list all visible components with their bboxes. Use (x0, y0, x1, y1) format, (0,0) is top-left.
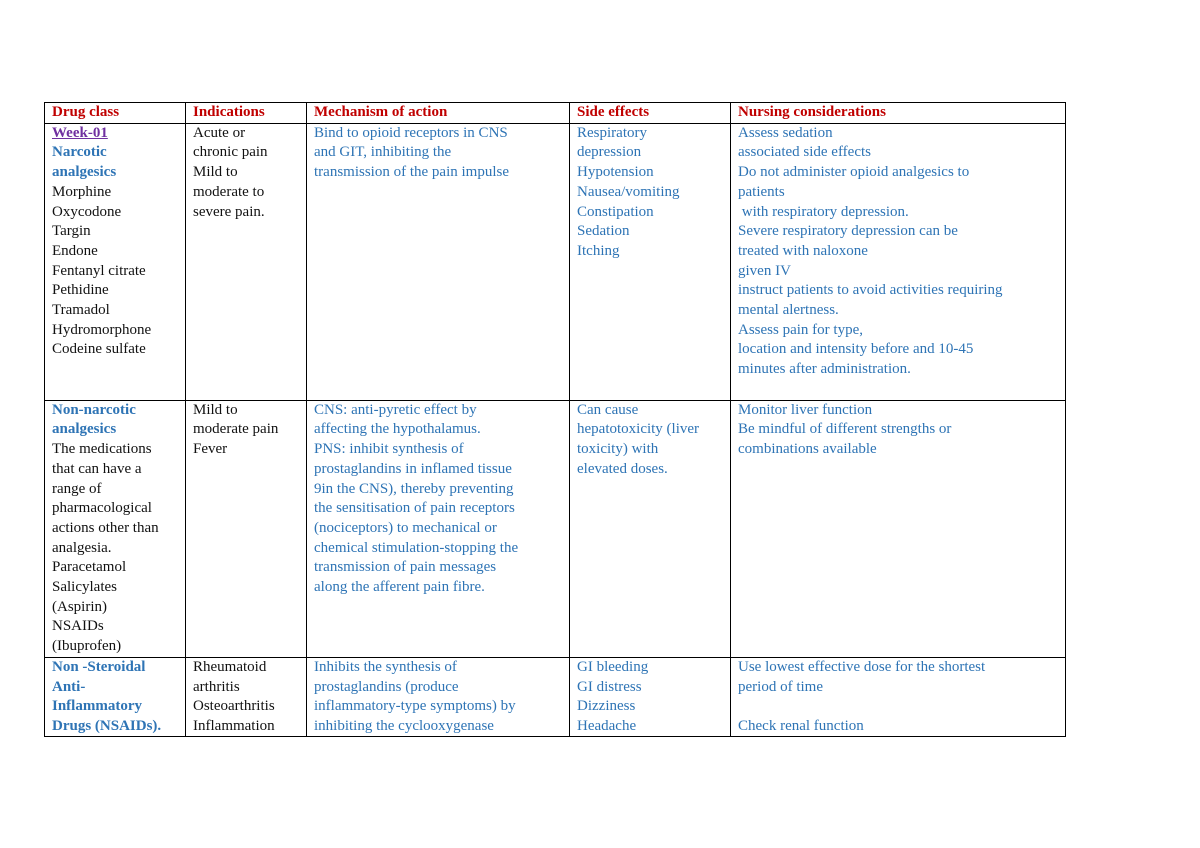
class-detail: The medications (52, 441, 152, 458)
drug-name: Tramadol (52, 302, 110, 319)
header-indications: Indications (186, 103, 307, 124)
class-detail: (Ibuprofen) (52, 638, 122, 655)
indication-line: Rheumatoid (193, 658, 267, 675)
table-row-non-narcotic (45, 400, 1066, 657)
side-effect-line: Constipation (577, 203, 654, 220)
header-drug-class: Drug class (45, 103, 186, 124)
nursing-line: with respiratory depression. (738, 203, 909, 220)
drug-name: Morphine (52, 183, 112, 200)
class-name: Inflammatory (52, 698, 142, 715)
nursing-line: instruct patients to avoid activities requiring (738, 282, 1003, 299)
side-effect-line: Can cause (577, 401, 639, 418)
side-effect-line: toxicity) with (577, 441, 659, 458)
drug-name: Fentanyl citrate (52, 262, 146, 279)
header-nursing: Nursing considerations (731, 103, 1066, 124)
mechanism-line: the sensitisation of pain receptors (314, 500, 515, 517)
cell-drug-class (45, 400, 186, 657)
mechanism-line: 9in the CNS), thereby preventing (314, 480, 514, 497)
nursing-line: minutes after administration. (738, 361, 911, 378)
indication-line: moderate to (193, 183, 265, 200)
cell-mechanism (307, 123, 570, 400)
cell-nursing (731, 657, 1066, 736)
cell-mechanism (307, 400, 570, 657)
class-detail: Salicylates (52, 579, 117, 596)
table-row-narcotic (45, 123, 1066, 400)
side-effect-line: Hypotension (577, 164, 654, 181)
side-effect-line: elevated doses. (577, 460, 668, 477)
mechanism-line: transmission of pain messages (314, 559, 497, 576)
drug-table (44, 102, 1066, 737)
cell-side-effects (570, 123, 731, 400)
class-name: analgesics (52, 421, 117, 438)
nursing-line: Monitor liver function (738, 401, 873, 418)
class-detail: NSAIDs (52, 618, 104, 635)
week-link[interactable]: Week-01 (52, 124, 108, 141)
nursing-line: treated with naloxone (738, 242, 868, 259)
side-effect-line: Itching (577, 242, 620, 259)
side-effect-line: Sedation (577, 223, 630, 240)
indication-line: chronic pain (193, 144, 268, 161)
class-detail: actions other than (52, 519, 159, 536)
class-detail: pharmacological (52, 500, 152, 517)
class-detail: (Aspirin) (52, 598, 107, 615)
mechanism-line: PNS: inhibit synthesis of (314, 441, 464, 458)
nursing-line: period of time (738, 678, 823, 695)
class-name: Non -Steroidal (52, 658, 146, 675)
cell-indications (186, 657, 307, 736)
mechanism-line: CNS: anti-pyretic effect by (314, 401, 477, 418)
mechanism-line: chemical stimulation-stopping the (314, 539, 519, 556)
nursing-line: Severe respiratory depression can be (738, 223, 958, 240)
side-effect-line: Nausea/vomiting (577, 183, 680, 200)
header-row (45, 103, 1066, 124)
mechanism-line: transmission of the pain impulse (314, 164, 509, 181)
mechanism-line: affecting the hypothalamus. (314, 421, 481, 438)
class-detail: Paracetamol (52, 559, 127, 576)
drug-name: Targin (52, 223, 91, 240)
nursing-line: combinations available (738, 441, 877, 458)
drug-name: Endone (52, 242, 98, 259)
indication-line: Inflammation (193, 717, 275, 734)
cell-drug-class (45, 123, 186, 400)
class-name: Narcotic (52, 144, 107, 161)
header-mechanism: Mechanism of action (307, 103, 570, 124)
nursing-line (738, 697, 1058, 717)
cell-nursing (731, 123, 1066, 400)
class-detail: range of (52, 480, 102, 497)
class-name: Anti- (52, 678, 86, 695)
nursing-line: location and intensity before and 10-45 (738, 341, 974, 358)
table-row-nsaids (45, 657, 1066, 736)
mechanism-line: Inhibits the synthesis of (314, 658, 457, 675)
nursing-line: mental alertness. (738, 302, 839, 319)
drug-name: Codeine sulfate (52, 341, 146, 358)
side-effect-line: Dizziness (577, 698, 636, 715)
mechanism-line: inflammatory-type symptoms) by (314, 698, 516, 715)
side-effect-line: Respiratory (577, 124, 647, 141)
side-effect-line: hepatotoxicity (liver (577, 421, 700, 438)
cell-mechanism (307, 657, 570, 736)
indication-line: arthritis (193, 678, 240, 695)
indication-line: Acute or (193, 124, 246, 141)
nursing-line: given IV (738, 262, 791, 279)
class-detail: analgesia. (52, 539, 112, 556)
class-detail: that can have a (52, 460, 142, 477)
mechanism-line: (nociceptors) to mechanical or (314, 519, 497, 536)
nursing-line: Be mindful of different strengths or (738, 421, 952, 438)
nursing-line: associated side effects (738, 144, 872, 161)
side-effect-line: GI bleeding (577, 658, 649, 675)
class-name: analgesics (52, 164, 117, 181)
nursing-line: Use lowest effective dose for the shortest (738, 658, 986, 675)
header-side-effects: Side effects (570, 103, 731, 124)
mechanism-line: and GIT, inhibiting the (314, 144, 452, 161)
mechanism-line: prostaglandins in inflamed tissue (314, 460, 512, 477)
cell-nursing (731, 400, 1066, 657)
side-effect-line: Headache (577, 717, 637, 734)
mechanism-line: Bind to opioid receptors in CNS (314, 124, 508, 141)
nursing-line: Assess sedation (738, 124, 833, 141)
drug-name: Pethidine (52, 282, 109, 299)
indication-line: Fever (193, 441, 228, 458)
indication-line: Osteoarthritis (193, 698, 275, 715)
nursing-line: Do not administer opioid analgesics to (738, 164, 970, 181)
side-effect-line: depression (577, 144, 642, 161)
cell-drug-class (45, 657, 186, 736)
cell-indications (186, 123, 307, 400)
cell-side-effects (570, 400, 731, 657)
nursing-line: patients (738, 183, 785, 200)
nursing-line: Check renal function (738, 717, 864, 734)
drug-name: Oxycodone (52, 203, 122, 220)
mechanism-line: along the afferent pain fibre. (314, 579, 485, 596)
indication-line: Mild to (193, 401, 238, 418)
mechanism-line: inhibiting the cyclooxygenase (314, 717, 494, 734)
nursing-line: Assess pain for type, (738, 321, 863, 338)
mechanism-line: prostaglandins (produce (314, 678, 459, 695)
side-effect-line: GI distress (577, 678, 642, 695)
indication-line: moderate pain (193, 421, 279, 438)
drug-name: Hydromorphone (52, 321, 152, 338)
class-name: Drugs (NSAIDs). (52, 717, 162, 734)
cell-side-effects (570, 657, 731, 736)
cell-indications (186, 400, 307, 657)
class-name: Non-narcotic (52, 401, 136, 418)
indication-line: Mild to (193, 164, 238, 181)
indication-line: severe pain. (193, 203, 265, 220)
